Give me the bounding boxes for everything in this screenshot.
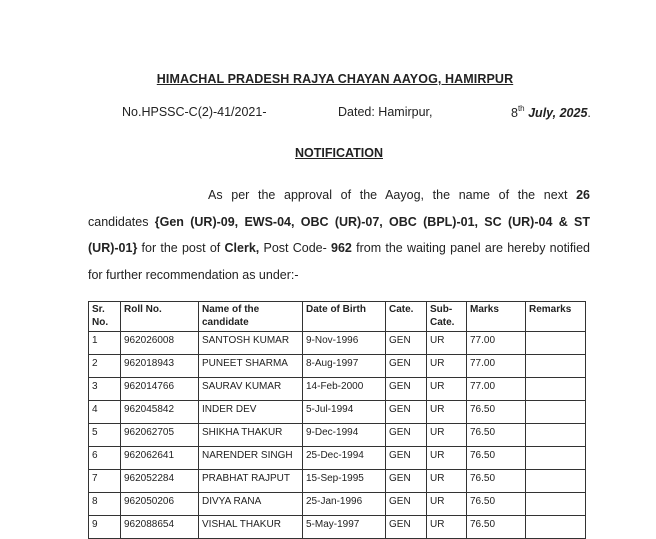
date-month-year: July, 2025 [528,106,588,121]
table-cell: 25-Dec-1994 [303,447,386,470]
table-cell: DIVYA RANA [199,493,303,516]
table-cell: 15-Sep-1995 [303,470,386,493]
para-post: Clerk, [224,241,260,255]
table-cell: GEN [386,355,427,378]
table-cell: 962014766 [121,378,199,401]
col-header: Roll No. [121,302,199,332]
para-categories: {Gen (UR)-09, EWS-04, OBC (UR)-07, OBC (BPL)-01, SC (UR)-04 & ST (UR)-01} [88,214,591,255]
table-cell: 5-May-1997 [303,516,386,539]
table-cell [526,470,586,493]
table-cell: NARENDER SINGH [199,447,303,470]
table-cell: 76.50 [467,447,526,470]
table-cell: 3 [89,378,121,401]
document-date [511,105,591,120]
table-cell: UR [427,332,467,355]
table-cell: SAURAV KUMAR [199,378,303,401]
table-cell: 77.00 [467,332,526,355]
table-cell: 9-Dec-1994 [303,424,386,447]
table-cell: 5 [89,424,121,447]
table-cell: VISHAL THAKUR [199,516,303,539]
para-text-5: from the waiting panel are hereby notified for further recommendation as under:- [88,241,590,282]
table-cell [526,424,586,447]
notification-title: NOTIFICATION [295,146,383,160]
table-cell: 76.50 [467,470,526,493]
table-cell [526,401,586,424]
table-cell: 8 [89,493,121,516]
table-cell: GEN [386,516,427,539]
table-cell: 962018943 [121,355,199,378]
table-cell: 76.50 [467,493,526,516]
date-suffix: th [517,104,525,113]
table-row [89,424,586,447]
table-cell: GEN [386,378,427,401]
col-header: Remarks [526,302,586,332]
table-cell: 9 [89,516,121,539]
table-cell: 962052284 [121,470,199,493]
table-row [89,493,586,516]
table-row [89,447,586,470]
col-header: Name of the candidate [199,302,303,332]
notification-paragraph [88,182,590,288]
col-header: Marks [467,302,526,332]
table-cell [526,355,586,378]
para-count: 26 [576,188,590,202]
table-header-row [89,302,586,332]
table-cell: GEN [386,401,427,424]
table-row [89,401,586,424]
table-cell: 962062705 [121,424,199,447]
table-cell: INDER DEV [199,401,303,424]
para-text-3: for the post of [137,241,225,255]
candidates-table [88,301,586,539]
table-cell: PRABHAT RAJPUT [199,470,303,493]
table-row [89,470,586,493]
table-cell: 962088654 [121,516,199,539]
table-cell: GEN [386,332,427,355]
table-cell: 962026008 [121,332,199,355]
table-cell: 76.50 [467,424,526,447]
table-cell: 2 [89,355,121,378]
table-cell: UR [427,424,467,447]
table-cell: SANTOSH KUMAR [199,332,303,355]
table-cell: 962062641 [121,447,199,470]
table-cell: 8-Aug-1997 [303,355,386,378]
col-header: Date of Birth [303,302,386,332]
date-period: . [587,106,591,121]
para-text-2: candidates [88,214,155,229]
table-row [89,332,586,355]
table-cell: 4 [89,401,121,424]
table-cell [526,378,586,401]
table-cell: GEN [386,470,427,493]
col-header: Cate. [386,302,427,332]
table-row [89,378,586,401]
table-cell: SHIKHA THAKUR [199,424,303,447]
table-cell: GEN [386,424,427,447]
table-row [89,516,586,539]
col-header: Sr. No. [89,302,121,332]
para-code: 962 [331,241,352,255]
table-cell: 77.00 [467,355,526,378]
table-cell: UR [427,447,467,470]
table-cell: UR [427,470,467,493]
table-cell: 76.50 [467,401,526,424]
table-cell: GEN [386,447,427,470]
table-cell: 6 [89,447,121,470]
table-cell: 5-Jul-1994 [303,401,386,424]
table-cell: 7 [89,470,121,493]
table-cell: 14-Feb-2000 [303,378,386,401]
table-cell [526,493,586,516]
table-cell: UR [427,355,467,378]
document-heading: HIMACHAL PRADESH RAJYA CHAYAN AAYOG, HAMIRPUR [156,72,514,86]
table-cell: UR [427,493,467,516]
table-cell [526,332,586,355]
table-cell: 76.50 [467,516,526,539]
table-cell: UR [427,378,467,401]
para-text-1: As per the approval of the Aayog, the name of the next [208,188,577,202]
table-cell: GEN [386,493,427,516]
table-row [89,355,586,378]
table-cell: 77.00 [467,378,526,401]
table-cell: UR [427,516,467,539]
table-cell: 9-Nov-1996 [303,332,386,355]
table-cell: UR [427,401,467,424]
table-cell: 1 [89,332,121,355]
table-cell: 962045842 [121,401,199,424]
date-day: 8 [511,106,518,121]
reference-number: No.HPSSC-C(2)-41/2021- [122,105,267,119]
para-text-4: Post Code- [259,241,332,255]
col-header: Sub-Cate. [427,302,467,332]
table-cell: PUNEET SHARMA [199,355,303,378]
table-cell: 962050206 [121,493,199,516]
table-cell: 25-Jan-1996 [303,493,386,516]
table-cell [526,447,586,470]
dated-place: Dated: Hamirpur, [338,105,433,119]
table-cell [526,516,586,539]
